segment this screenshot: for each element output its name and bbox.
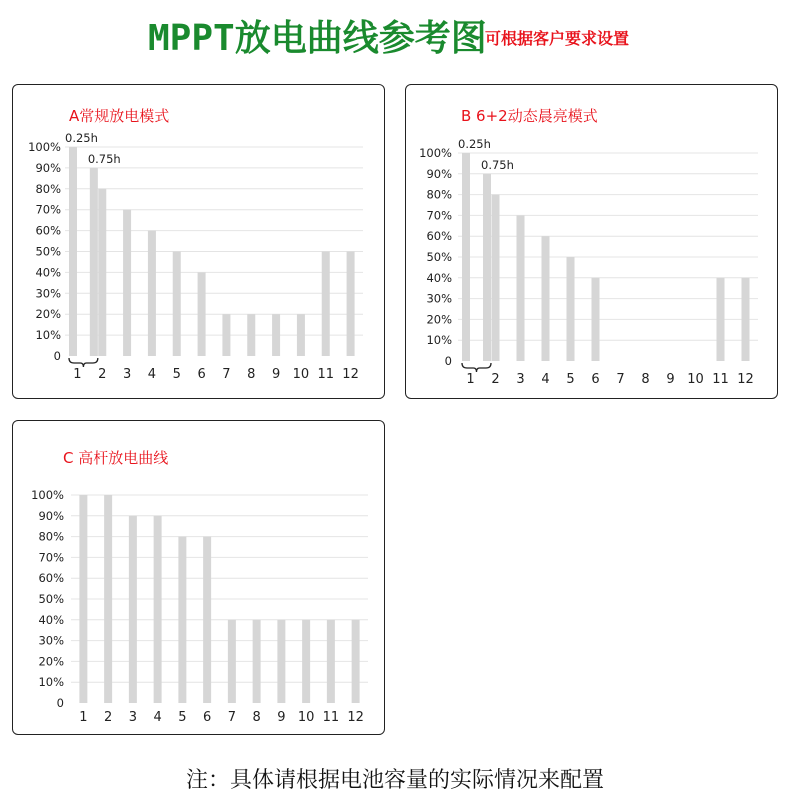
- x-tick-label: 2: [491, 372, 500, 387]
- y-tick-label: 40%: [35, 265, 61, 280]
- y-tick-label: 10%: [35, 328, 61, 343]
- x-tick-label: 6: [197, 367, 206, 382]
- bar: [228, 620, 236, 703]
- y-tick-label: 30%: [38, 633, 64, 648]
- x-tick-label: 4: [147, 367, 157, 382]
- x-tick-label: 6: [202, 710, 212, 725]
- x-tick-label: 12: [737, 372, 754, 387]
- x-tick-label: 11: [322, 710, 340, 725]
- y-tick-label: 0: [444, 354, 452, 368]
- bar: [222, 314, 230, 356]
- y-tick-label: 90%: [426, 166, 452, 181]
- chart-panel-a: [12, 84, 385, 399]
- y-tick-label: 80%: [38, 529, 64, 544]
- chart-title: C 高杆放电曲线: [63, 449, 169, 467]
- bar-annotation: 0.75h: [481, 157, 514, 172]
- y-tick-label: 30%: [426, 291, 452, 306]
- y-tick-label: 60%: [35, 223, 61, 238]
- bar: [347, 252, 355, 357]
- x-tick-label: 6: [591, 372, 600, 387]
- x-tick-label: 8: [247, 367, 256, 382]
- bar-annotation: 0.75h: [87, 151, 121, 166]
- bar: [322, 252, 330, 357]
- x-tick-label: 9: [271, 367, 281, 382]
- bar: [717, 278, 725, 361]
- y-tick-label: 100%: [419, 146, 452, 160]
- y-tick-label: 0: [53, 349, 61, 363]
- bar: [69, 147, 77, 356]
- x-tick-label: 7: [227, 710, 237, 725]
- y-tick-label: 40%: [38, 612, 64, 627]
- bar: [277, 620, 285, 703]
- y-tick-label: 10%: [38, 675, 64, 690]
- x-tick-label: 8: [252, 710, 261, 725]
- brace: [462, 363, 491, 372]
- bar: [178, 537, 186, 703]
- chart-a: [13, 85, 386, 400]
- chart-title: A常规放电模式: [69, 107, 170, 125]
- x-tick-label: 10: [292, 367, 310, 382]
- x-tick-label: 10: [297, 710, 315, 725]
- y-tick-label: 100%: [31, 488, 64, 502]
- x-tick-label: 4: [541, 372, 550, 387]
- bar: [203, 537, 211, 703]
- bar: [272, 314, 280, 356]
- bar: [592, 278, 600, 361]
- bar: [198, 272, 206, 356]
- y-tick-label: 20%: [426, 312, 452, 327]
- page-subtitle: 可根据客户要求设置: [485, 29, 630, 48]
- bar: [129, 516, 137, 703]
- header: [0, 8, 790, 59]
- bar: [90, 168, 98, 356]
- bar: [462, 153, 470, 361]
- x-tick-label: 8: [641, 372, 650, 387]
- bar: [517, 215, 525, 361]
- page-title: MPPT放电曲线参考图: [148, 18, 487, 59]
- bar: [104, 495, 112, 703]
- x-tick-label: 2: [103, 710, 113, 725]
- y-tick-label: 30%: [35, 286, 61, 301]
- y-tick-label: 10%: [426, 333, 452, 348]
- bar: [297, 314, 305, 356]
- x-tick-label: 4: [153, 710, 162, 725]
- x-tick-label: 9: [666, 372, 675, 387]
- bar: [483, 174, 491, 361]
- bar: [742, 278, 750, 361]
- x-tick-label: 3: [128, 710, 138, 725]
- bar-annotation: 0.25h: [65, 131, 98, 145]
- bar: [352, 620, 360, 703]
- bar: [492, 195, 500, 361]
- chart-b: [406, 85, 779, 400]
- y-tick-label: 70%: [426, 208, 452, 223]
- footer-note: 注：具体请根据电池容量的实际情况来配置: [185, 768, 604, 793]
- bar: [148, 231, 156, 356]
- x-tick-label: 10: [687, 372, 704, 387]
- chart-title: B 6+2动态晨亮模式: [461, 107, 598, 125]
- x-tick-label: 12: [347, 710, 364, 725]
- y-tick-label: 50%: [35, 244, 61, 259]
- y-tick-label: 50%: [38, 592, 64, 606]
- x-tick-label: 5: [178, 710, 187, 725]
- bar: [253, 620, 261, 703]
- x-tick-label: 11: [317, 367, 335, 382]
- y-tick-label: 60%: [426, 229, 452, 244]
- chart-c: [13, 421, 386, 736]
- bar: [327, 620, 335, 703]
- x-tick-label: 1: [466, 372, 475, 387]
- x-tick-label: 3: [122, 367, 132, 382]
- y-tick-label: 20%: [35, 307, 61, 322]
- x-tick-label: 2: [98, 367, 107, 382]
- x-tick-label: 7: [616, 372, 625, 387]
- bar: [98, 189, 106, 356]
- y-tick-label: 20%: [38, 654, 64, 669]
- chart-panel-c: [12, 420, 385, 735]
- y-tick-label: 80%: [35, 181, 61, 196]
- bar: [247, 314, 255, 356]
- chart-panel-b: [405, 84, 778, 399]
- x-tick-label: 5: [566, 372, 575, 387]
- x-tick-label: 11: [712, 372, 729, 387]
- x-tick-label: 12: [342, 367, 359, 382]
- bar: [542, 236, 550, 361]
- x-tick-label: 1: [79, 710, 88, 725]
- y-tick-label: 70%: [38, 550, 64, 565]
- bar-annotation: 0.25h: [458, 137, 491, 151]
- y-tick-label: 70%: [35, 202, 61, 217]
- y-tick-label: 100%: [28, 140, 61, 154]
- x-tick-label: 1: [73, 367, 82, 382]
- x-tick-label: 5: [172, 367, 181, 382]
- y-tick-label: 80%: [426, 187, 452, 202]
- y-tick-label: 60%: [38, 571, 64, 586]
- y-tick-label: 50%: [426, 250, 452, 264]
- y-tick-label: 90%: [35, 160, 61, 175]
- bar: [567, 257, 575, 361]
- bar: [123, 210, 131, 356]
- x-tick-label: 3: [516, 372, 525, 387]
- x-tick-label: 7: [222, 367, 231, 382]
- y-tick-label: 0: [56, 696, 64, 710]
- bar: [154, 516, 162, 703]
- bar: [173, 252, 181, 357]
- x-tick-label: 9: [277, 710, 286, 725]
- y-tick-label: 90%: [38, 508, 64, 523]
- brace: [69, 358, 98, 367]
- y-tick-label: 40%: [426, 270, 452, 285]
- bar: [302, 620, 310, 703]
- bar: [79, 495, 87, 703]
